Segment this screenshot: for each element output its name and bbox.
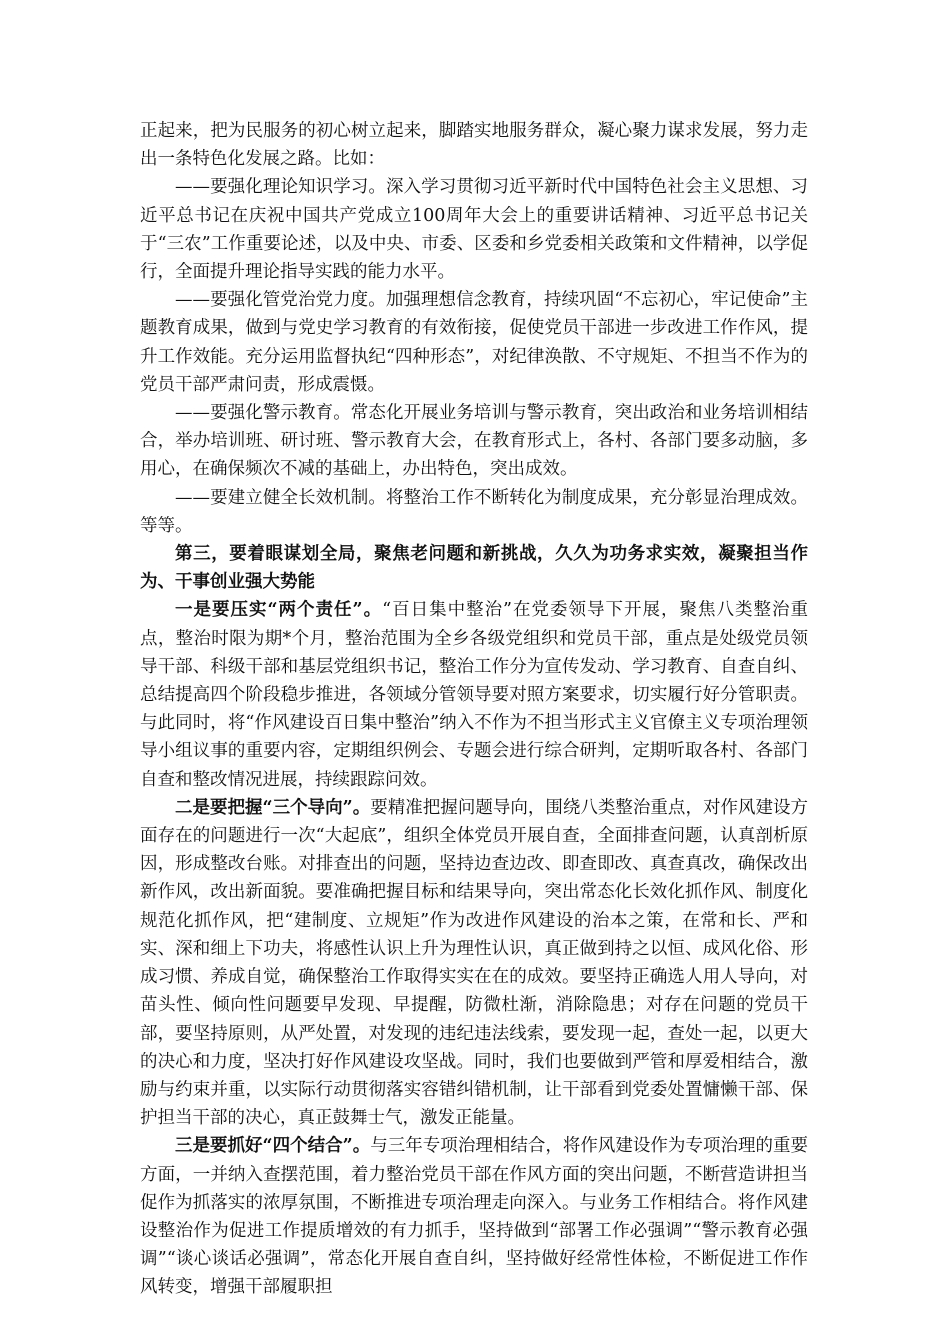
point-body: 要精准把握问题导向，围绕八类整治重点，对作风建设方面存在的问题进行一次“大起底”，组织全体党员开展自查，全面排查问题，认真剖析原因，形成整改台账。对排查出的问题，坚持边查边改、即查即改、真查真改，确保改出新作风，改出新面貌。要准确把握目标和结果导向，突出常态化长效化抓作风、制度化规范化抓作风，把“建制度、立规矩”作为改进作风建设的治本之策，在常和长、严和实、深和细上下功夫，将感性认识上升为理性认识，真正做到持之以恒、成风化俗、形成习惯、养成自觉，确保整治工作取得实实在在的成效。要坚持正确选人用人导向，对苗头性、倾向性问题要早发现、早提醒，防微杜渐，消除隐患；对存在问题的党员干部，要坚持原则，从严处置，对发现的违纪违法线索，要发现一起，查处一起，以更大的决心和力度，坚决打好作风建设攻坚战。同时，我们也要做到严管和厚爱相结合，激励与约束并重，以实际行动贯彻落实容错纠错机制，让干部看到党委处置慵懒干部、保护担当干部的决心，真正鼓舞士气，激发正能量。 xyxy=(140,797,809,1129)
point-lead: 一是要压实“两个责任”。 xyxy=(175,600,383,621)
point-three-orientations xyxy=(140,794,808,1132)
paragraph-warning-education: ——要强化警示教育。常态化开展业务培训与警示教育，突出政治和业务培训相结合，举办培训班、研讨班、警示教育大会，在教育形式上，各村、各部门要多动脑，多用心，在确保频次不减的基础上，办出特色，突出成效。 xyxy=(140,403,808,480)
section-heading-third: 第三，要着眼谋划全局，聚焦老问题和新挑战，久久为功务求实效，凝聚担当作为、干事创业强大势能 xyxy=(140,544,808,593)
point-body: “百日集中整治”在党委领导下开展，聚焦八类整治重点，整治时限为期*个月，整治范围为全乡各级党组织和党员干部，重点是处级党员领导干部、科级干部和基层党组织书记，整治工作分为宣传发动、学习教育、自查自纠、总结提高四个阶段稳步推进，各领域分管领导要对照方案要求，切实履行好分管职责。与此同时，将“作风建设百日集中整治”纳入不作为不担当形式主义官僚主义专项治理领导小组议事的重要内容，定期组织例会、专题会进行综合研判，定期听取各村、各部门自查和整改情况进展，持续跟踪问效。 xyxy=(140,600,808,790)
point-four-combinations xyxy=(140,1132,808,1301)
document-page xyxy=(140,117,808,1302)
paragraph-party-governance: ——要强化管党治党力度。加强理想信念教育，持续巩固“不忘初心，牢记使命”主题教育成果，做到与党史学习教育的有效衔接，促使党员干部进一步改进工作作风，提升工作效能。充分运用监督执纪“四种形态”，对纪律涣散、不守规矩、不担当不作为的党员干部严肃问责，形成震慑。 xyxy=(140,290,808,395)
paragraph-intro: 正起来，把为民服务的初心树立起来，脚踏实地服务群众，凝心聚力谋求发展，努力走出一条特色化发展之路。比如： xyxy=(140,121,808,170)
paragraph-theory-study: ——要强化理论知识学习。深入学习贯彻习近平新时代中国特色社会主义思想、习近平总书记在庆祝中国共产党成立100周年大会上的重要讲话精神、习近平总书记关于“三农”工作重要论述，以及中央、市委、区委和乡党委相关政策和文件精神，以学促行，全面提升理论指导实践的能力水平。 xyxy=(140,177,808,283)
paragraph-long-term-mechanism: ——要建立健全长效机制。将整治工作不断转化为制度成果，充分彰显治理成效。等等。 xyxy=(140,487,808,536)
point-lead: 二是要把握“三个导向”。 xyxy=(175,797,371,818)
point-lead: 三是要抓好“四个结合”。 xyxy=(175,1136,371,1157)
point-two-responsibilities xyxy=(140,596,808,793)
point-body: 与三年专项治理相结合，将作风建设作为专项治理的重要方面，一并纳入查摆范围，着力整治党员干部在作风方面的突出问题，不断营造讲担当促作为抓落实的浓厚氛围，不断推进专项治理走向深入。与业务工作相结合。将作风建设整治作为促进工作提质增效的有力抓手，坚持做到“部署工作必强调”“警示教育必强调”“谈心谈话必强调”，常态化开展自查自纠，坚持做好经常性体检，不断促进工作作风转变，增强干部履职担 xyxy=(140,1136,809,1298)
